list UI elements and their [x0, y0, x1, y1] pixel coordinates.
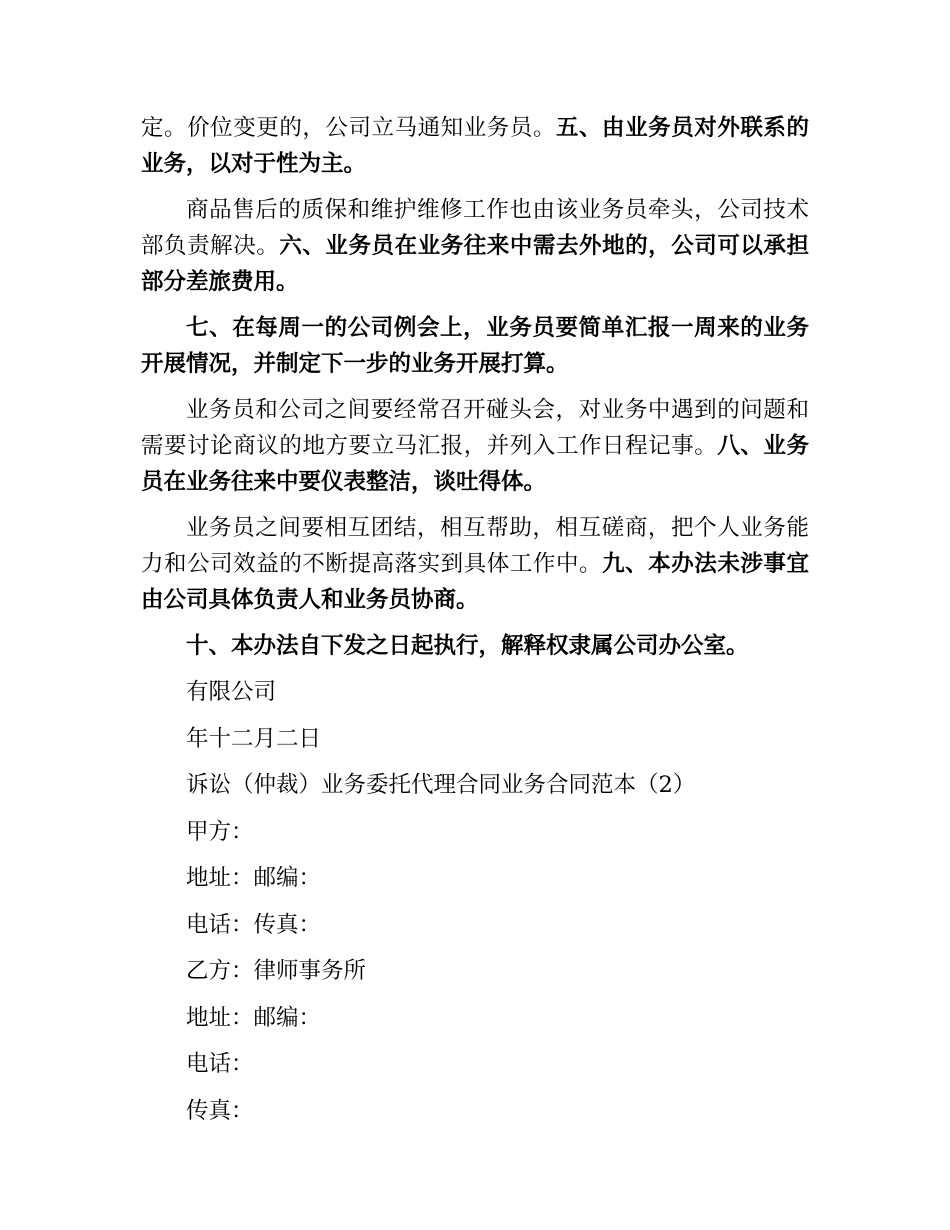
- paragraph-6-bold-text: 十、本办法自下发之日起执行，解释权隶属公司办公室。: [186, 633, 749, 659]
- party-b-line: 乙方：律师事务所: [186, 958, 367, 984]
- paragraph-3: [141, 310, 809, 382]
- party-b-fax-line: 传真：: [186, 1097, 254, 1124]
- paragraph-5: [141, 510, 809, 618]
- paragraph-5-bold-text: 九、本办法未涉事宜由公司具体负责人和业务员协商。: [141, 551, 809, 613]
- paragraph-4-bold-text: 八、业务员在业务往来中要仪表整洁，谈吐得体。: [141, 433, 809, 495]
- company-name-line: 有限公司: [186, 679, 277, 705]
- paragraph-5-text: 业务员之间要相互团结，相互帮助，相互磋商，把个人业务能力和公司效益的不断提高落实到具体工作中。: [141, 515, 809, 577]
- paragraph-3-bold-text: 七、在每周一的公司例会上，业务员要简单汇报一周来的业务开展情况，并制定下一步的业务开展打算。: [141, 315, 809, 377]
- paragraph-4: [141, 392, 809, 500]
- party-a-phone-line: 电话：传真：: [186, 911, 322, 938]
- party-b-address-line: 地址：邮编：: [186, 1004, 322, 1031]
- document-body: [141, 110, 809, 1139]
- paragraph-1-bold-text: 五、由业务员对外联系的业务，以对于性为主。: [141, 115, 809, 177]
- paragraph-2-text: 商品售后的质保和维护维修工作也由该业务员牵头，公司技术部负责解决。: [141, 197, 809, 259]
- party-b-phone-line: 电话：: [186, 1051, 254, 1077]
- date-line: 年十二月二日: [186, 725, 322, 752]
- party-a-address-line: 地址：邮编：: [186, 865, 322, 891]
- contract-title: 诉讼（仲裁）业务委托代理合同业务合同范本（2）: [186, 772, 696, 798]
- paragraph-4-text: 业务员和公司之间要经常召开碰头会，对业务中遇到的问题和需要讨论商议的地方要立马汇报，并列入工作日程记事。: [141, 397, 809, 459]
- paragraph-2-bold-text: 六、业务员在业务往来中需去外地的，公司可以承担部分差旅费用。: [141, 233, 809, 295]
- paragraph-1-text: 定。价位变更的，公司立马通知业务员。: [141, 115, 556, 141]
- paragraph-2: [141, 192, 809, 300]
- party-a-line: 甲方：: [186, 818, 254, 845]
- paragraph-1: [141, 110, 809, 182]
- paragraph-6: [141, 628, 809, 664]
